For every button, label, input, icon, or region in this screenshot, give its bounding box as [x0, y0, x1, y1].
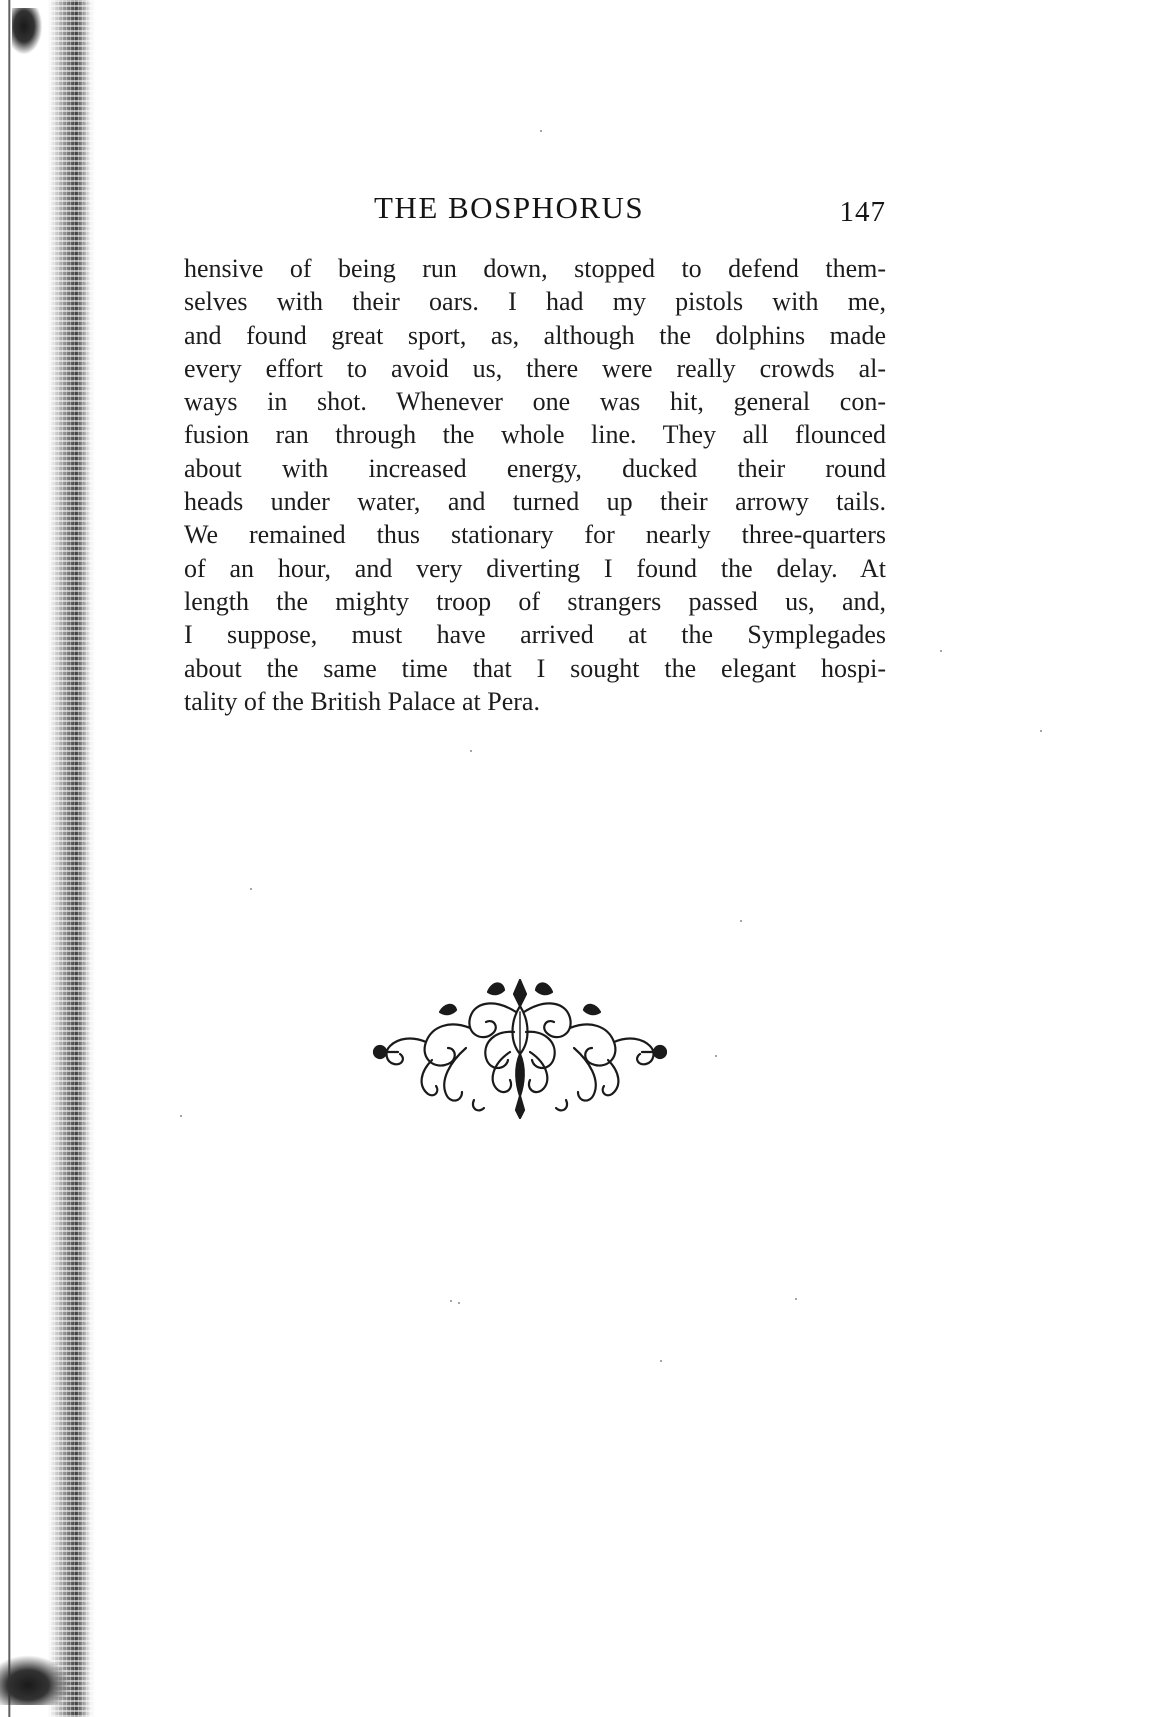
text-line: selves with their oars. I had my pistols with me, [184, 287, 886, 317]
text-line: tality of the British Palace at Pera. [184, 686, 540, 716]
page-header [184, 190, 886, 240]
scan-corner-mark-bottom [0, 1655, 70, 1705]
scan-dust-speck [795, 1298, 797, 1300]
text-line: about the same time that I sought the elegant hospi- [184, 653, 886, 683]
scan-dust-speck [470, 750, 472, 752]
binding-gutter-texture [50, 0, 95, 1717]
text-line: ways in shot. Whenever one was hit, general con- [184, 387, 886, 417]
text-line: and found great sport, as, although the dolphins made [184, 320, 886, 350]
scan-corner-mark-top [12, 8, 42, 54]
text-line: length the mighty troop of strangers passed us, and, [184, 586, 886, 616]
scan-dust-speck [180, 1115, 182, 1117]
body-paragraph [184, 252, 886, 718]
scan-dust-speck [540, 130, 542, 132]
page-number: 147 [839, 196, 886, 228]
text-line: of an hour, and very diverting I found the delay. At [184, 553, 886, 583]
text-line: every effort to avoid us, there were really crowds al- [184, 353, 886, 383]
scan-dust-speck [940, 650, 942, 652]
text-line: We remained thus stationary for nearly three-quarters [184, 520, 886, 550]
scan-dust-speck [250, 888, 252, 890]
floral-tailpiece-ornament-icon [370, 972, 670, 1122]
scan-dust-speck [740, 920, 742, 922]
text-line: I suppose, must have arrived at the Symplegades [184, 620, 886, 650]
text-line: hensive of being run down, stopped to defend them- [184, 254, 886, 283]
scan-dust-speck [1040, 730, 1042, 732]
text-line: heads under water, and turned up their arrowy tails. [184, 487, 886, 517]
scan-dust-speck [458, 1302, 460, 1304]
scan-dust-speck [660, 1360, 662, 1362]
scan-dust-speck [450, 1300, 452, 1302]
text-line: fusion ran through the whole line. They all flounced [184, 420, 886, 450]
running-head: THE BOSPHORUS [374, 190, 645, 225]
text-line: about with increased energy, ducked their round [184, 453, 886, 483]
scan-dust-speck [715, 1055, 717, 1057]
